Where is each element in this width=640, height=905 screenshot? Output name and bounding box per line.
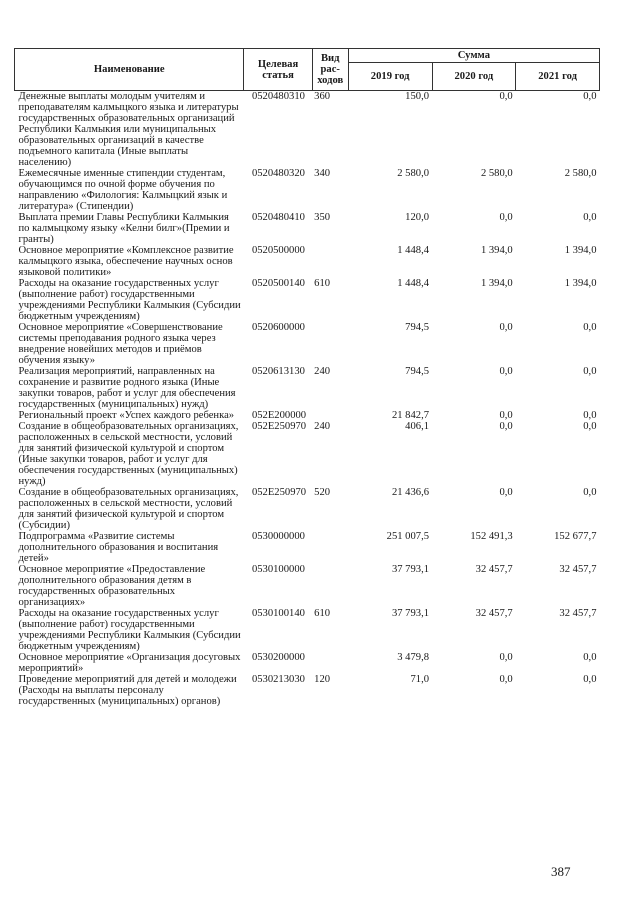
row-sum-2021: 32 457,7	[559, 608, 597, 619]
row-sum-2021: 1 394,0	[564, 278, 597, 289]
row-sum-2020: 152 491,3	[470, 531, 513, 542]
row-sum-2019: 406,1	[405, 421, 430, 432]
row-sum-2019: 37 793,1	[391, 608, 430, 619]
row-sum-2020: 2 580,0	[480, 168, 513, 179]
header-year-2020: 2020 год	[432, 63, 516, 91]
row-expense-type: 610	[314, 278, 331, 289]
row-sum-2021: 0,0	[583, 421, 597, 432]
row-expense-type: 240	[314, 366, 331, 377]
row-expense-type	[312, 245, 348, 278]
row-sum-2019: 71,0	[410, 674, 430, 685]
row-name: Реализация мероприятий, направленных на сохранение и развитие родного языка (Иные закупки товаров, работ и услуг для обеспечения государственных (муниципальных) нужд)	[18, 366, 236, 410]
header-name: Наименование	[15, 49, 244, 91]
table-row	[15, 674, 600, 707]
row-sum-2021: 0,0	[583, 322, 597, 333]
budget-document	[14, 48, 600, 707]
row-sum-2020: 32 457,7	[475, 564, 513, 575]
row-sum-2020: 0,0	[499, 91, 513, 102]
table-row	[15, 366, 600, 410]
row-sum-2019: 794,5	[405, 366, 430, 377]
row-name: Основное мероприятие «Организация досуговых мероприятий»	[18, 652, 241, 674]
row-name: Выплата премии Главы Республики Калмыкия по калмыцкому языку «Келни билг»(Премии и гранты)	[18, 212, 230, 245]
row-expense-type	[312, 652, 348, 674]
table-row	[15, 245, 600, 278]
row-sum-2020: 0,0	[499, 674, 513, 685]
row-target-article: 0530100000	[251, 564, 305, 575]
row-target-article: 052E250970	[251, 487, 307, 498]
budget-table	[14, 48, 600, 707]
row-sum-2019: 21 436,6	[391, 487, 430, 498]
row-sum-2021: 0,0	[583, 487, 597, 498]
table-row	[15, 487, 600, 531]
table-row	[15, 564, 600, 608]
row-sum-2021: 0,0	[583, 91, 597, 102]
row-sum-2019: 3 479,8	[397, 652, 430, 663]
row-sum-2021: 0,0	[583, 212, 597, 223]
page-number: 387	[551, 864, 571, 879]
row-target-article: 0530100140	[251, 608, 305, 619]
table-row	[15, 278, 600, 322]
row-expense-type: 120	[314, 674, 331, 685]
row-expense-type	[312, 564, 348, 608]
header-expense-type: Вид рас-ходов	[312, 49, 348, 91]
row-expense-type	[312, 410, 348, 421]
row-sum-2020: 0,0	[499, 421, 513, 432]
row-sum-2021: 1 394,0	[564, 245, 597, 256]
row-sum-2019: 150,0	[405, 91, 430, 102]
table-row	[15, 421, 600, 487]
row-sum-2019: 1 448,4	[397, 278, 430, 289]
row-target-article: 0520613130	[251, 366, 305, 377]
row-sum-2020: 1 394,0	[480, 278, 513, 289]
table-row	[15, 168, 600, 212]
table-row	[15, 652, 600, 674]
row-sum-2019: 37 793,1	[391, 564, 430, 575]
row-expense-type: 610	[314, 608, 331, 619]
row-sum-2021: 0,0	[583, 652, 597, 663]
row-sum-2020: 0,0	[499, 322, 513, 333]
row-target-article: 0520600000	[251, 322, 305, 333]
row-target-article: 052E200000	[251, 410, 307, 421]
row-target-article: 0520480310	[251, 91, 305, 102]
header-target-article: Целевая статья	[244, 49, 312, 91]
header-year-2021: 2021 год	[516, 63, 600, 91]
row-name: Создание в общеобразовательных организациях, расположенных в сельской местности, условий для занятий физической культурой и спортом (Субсидии)	[18, 487, 239, 531]
row-target-article: 0520480320	[251, 168, 305, 179]
row-target-article: 0520500000	[251, 245, 305, 256]
row-sum-2020: 0,0	[499, 487, 513, 498]
row-sum-2021: 0,0	[583, 410, 597, 421]
row-name: Расходы на оказание государственных услуг (выполнение работ) государственными учреждениями Республики Калмыкия (Субсидии бюджетным учреждениям)	[18, 608, 241, 652]
row-sum-2021: 0,0	[583, 674, 597, 685]
table-row	[15, 531, 600, 564]
row-expense-type	[312, 322, 348, 366]
row-sum-2021: 0,0	[583, 366, 597, 377]
row-expense-type: 340	[314, 168, 331, 179]
row-sum-2020: 0,0	[499, 366, 513, 377]
table-body	[15, 91, 600, 708]
table-header	[15, 49, 600, 91]
row-name: Основное мероприятие «Предоставление дополнительного образования детям в государственных образовательных организациях»	[18, 564, 206, 608]
row-target-article: 0520500140	[251, 278, 305, 289]
row-name: Создание в общеобразовательных организациях, расположенных в сельской местности, условий для занятий физической культурой и спортом (Иные закупки товаров, работ и услуг для обеспечения государственных (муниципальных) нужд)	[18, 421, 239, 487]
header-year-2019: 2019 год	[348, 63, 432, 91]
row-target-article: 052E250970	[251, 421, 307, 432]
table-row	[15, 322, 600, 366]
row-sum-2020: 32 457,7	[475, 608, 513, 619]
row-expense-type: 360	[314, 91, 331, 102]
row-sum-2021: 32 457,7	[559, 564, 597, 575]
row-expense-type: 350	[314, 212, 331, 223]
row-name: Основное мероприятие «Комплексное развитие калмыцкого языка, обеспечение научных основ языковой политики»	[18, 245, 234, 278]
row-expense-type: 520	[314, 487, 331, 498]
row-name: Подпрограмма «Развитие системы дополнительного образования и воспитания детей»	[18, 531, 219, 564]
row-sum-2019: 120,0	[405, 212, 430, 223]
row-target-article: 0530200000	[251, 652, 305, 663]
header-sum: Сумма	[348, 49, 599, 63]
row-sum-2019: 251 007,5	[386, 531, 430, 542]
table-row	[15, 212, 600, 245]
row-sum-2020: 0,0	[499, 212, 513, 223]
row-sum-2019: 794,5	[405, 322, 430, 333]
row-target-article: 0530000000	[251, 531, 305, 542]
row-target-article: 0530213030	[251, 674, 305, 685]
row-sum-2020: 1 394,0	[480, 245, 513, 256]
table-row	[15, 608, 600, 652]
row-sum-2020: 0,0	[499, 410, 513, 421]
row-target-article: 0520480410	[251, 212, 305, 223]
row-name: Основное мероприятие «Совершенствование системы преподавания родного языка через внедрение новейших методов и приёмов обучения языку»	[18, 322, 223, 366]
row-sum-2019: 2 580,0	[397, 168, 430, 179]
row-sum-2021: 2 580,0	[564, 168, 597, 179]
row-name: Расходы на оказание государственных услуг (выполнение работ) государственными учреждениями Республики Калмыкия (Субсидии бюджетным учреждениям)	[18, 278, 241, 322]
row-sum-2019: 21 842,7	[391, 410, 430, 421]
row-sum-2019: 1 448,4	[397, 245, 430, 256]
row-name: Ежемесячные именные стипендии студентам, обучающимся по очной форме обучения по направлению «Филология: Калмыцкий язык и литература» (Стипендии)	[18, 168, 228, 212]
row-name: Денежные выплаты молодым учителям и преподавателям калмыцкого языка и литературы государственных образовательных организаций Республики Калмыкия или муниципальных образовательных организаций в качестве подъемного капитала (Иные выплаты населению)	[18, 91, 239, 168]
table-row	[15, 410, 600, 421]
table-row	[15, 91, 600, 169]
row-sum-2020: 0,0	[499, 652, 513, 663]
row-name: Проведение мероприятий для детей и молодежи (Расходы на выплаты персоналу государственных (муниципальных) органов)	[18, 674, 237, 707]
row-name: Региональный проект «Успех каждого ребенка»	[18, 410, 235, 421]
row-expense-type: 240	[314, 421, 331, 432]
row-expense-type	[312, 531, 348, 564]
row-sum-2021: 152 677,7	[554, 531, 597, 542]
